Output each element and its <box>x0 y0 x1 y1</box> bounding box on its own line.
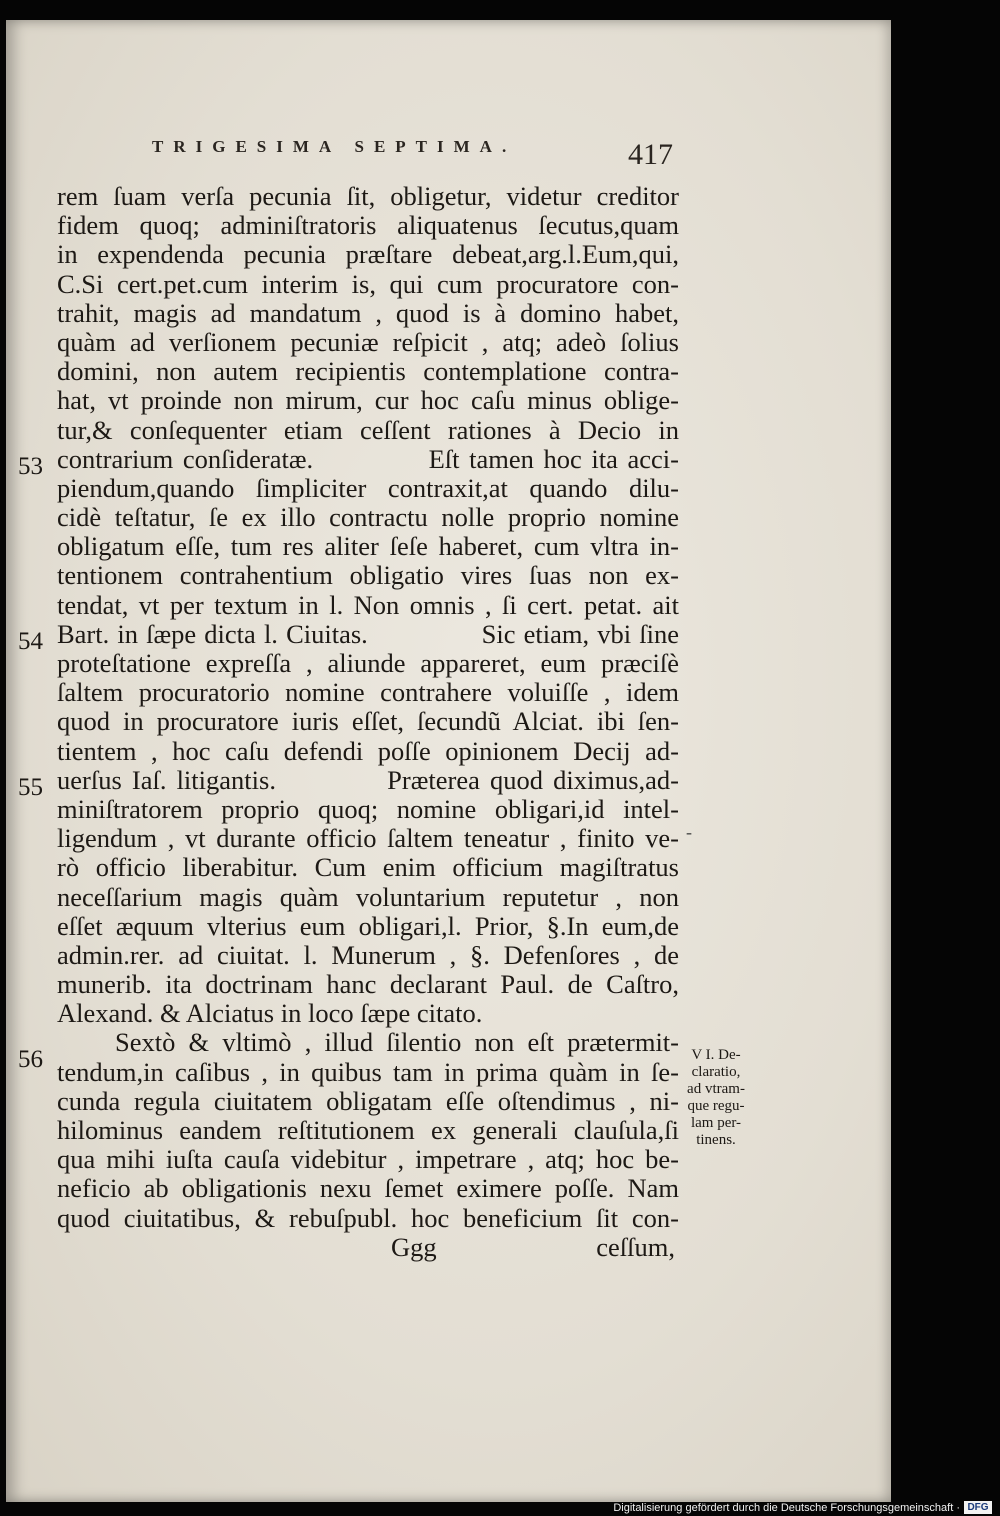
credit-text: Digitalisierung gefördert durch die Deutsche Forschungsgemeinschaft · <box>613 1502 960 1514</box>
text-line: piendum,quando ſimpliciter contraxit,at quando dilu- <box>57 472 679 503</box>
side-note-line: ad vtram- <box>687 1081 745 1097</box>
text-line: trahit, magis ad mandatum , quod is à domino habet, <box>57 297 679 328</box>
footer-bar <box>0 1500 1000 1516</box>
text-line: neficio ab obligationis nexu ſemet eximere poſſe. Nam <box>57 1173 679 1204</box>
text-line: ligendum , vt durante officio ſaltem teneatur , finito ve- <box>57 823 679 854</box>
text-line: cidè teſtatur, ſe ex illo contractu nolle proprio nomine <box>57 502 679 533</box>
text-line: contrarium conſideratæ. Eſt tamen hoc ita acci- <box>57 443 679 474</box>
text-line: Sextò & vltimò , illud ſilentio non eſt prætermit- <box>115 1027 679 1058</box>
text-line: Alexand. & Alciatus in loco ſæpe citato. <box>57 998 483 1029</box>
text-line: obligatum eſſe, tum res aliter ſeſe haberet, cum vltra in- <box>57 531 679 562</box>
text-line: admin.rer. ad ciuitat. l. Munerum , §. Defenſores , de <box>57 939 679 970</box>
page-number: 417 <box>628 138 673 171</box>
text-line: eſſet æquum vlterius eum obligari,l. Prior, §.In eum,de <box>57 910 679 941</box>
text-line: proteſtatione expreſſa , aliunde appareret, eum præciſè <box>57 648 679 678</box>
text-line: uerſus Iaſ. litigantis. Præterea quod diximus,ad- <box>57 764 679 795</box>
text-line: qua mihi iuſta cauſa videbitur , impetrare , atq; hoc be- <box>57 1144 679 1175</box>
text-line: tur,& conſequenter etiam ceſſent rationes à Decio in <box>57 414 679 445</box>
margin-number-53: 53 <box>18 453 43 480</box>
text-line: tientem , hoc caſu defendi poſſe opinionem Decij ad- <box>57 735 679 766</box>
running-head: TRIGESIMA SEPTIMA. <box>152 137 517 156</box>
text-line: fidem quoq; adminiſtratoris aliquatenus ſecutus,quam <box>57 210 679 241</box>
side-note <box>670 1047 762 1149</box>
dfg-logo: DFG <box>964 1501 992 1514</box>
text-line: rò officio liberabitur. Cum enim officium magiſtratus <box>57 852 679 883</box>
text-line: tendum,in caſibus , in quibus tam in prima quàm in ſe- <box>57 1056 679 1087</box>
text-line: quod ciuitatibus, & rebuſpubl. hoc beneficium ſit con- <box>57 1202 679 1233</box>
text-line: rem ſuam verſa pecunia ſit, obligetur, videtur creditor <box>57 181 679 211</box>
text-line: hilominus eandem reſtitutionem ex generali clauſula,ſi <box>57 1115 679 1145</box>
catchword: ceſſum, <box>596 1231 675 1262</box>
side-note-line: claratio, <box>691 1064 741 1080</box>
signature-mark: Ggg <box>391 1231 437 1262</box>
text-line: neceſſarium magis quàm voluntarium reputetur , non <box>57 881 679 912</box>
side-note-line: tinens. <box>696 1132 736 1148</box>
text-line: ſaltem procuratorio nomine contrahere voluiſſe , idem <box>57 677 679 708</box>
margin-number-54: 54 <box>18 628 43 655</box>
margin-dash: - <box>686 822 692 842</box>
text-line: hat, vt proinde non mirum, cur hoc caſu minus oblige- <box>57 385 679 416</box>
text-line: in expendenda pecunia præſtare debeat,arg.l.Eum,qui, <box>57 239 679 270</box>
body-text <box>57 182 679 1262</box>
text-line: C.Si cert.pet.cum interim is, qui cum procuratore con- <box>57 268 679 299</box>
side-note-line: que regu- <box>687 1098 745 1114</box>
text-line: tendat, vt per textum in l. Non omnis , ſi cert. petat. ait <box>57 589 679 620</box>
text-line: munerib. ita doctrinam hanc declarant Paul. de Caſtro, <box>57 969 679 1000</box>
margin-number-56: 56 <box>18 1046 43 1073</box>
text-line: quàm ad verſionem pecuniæ reſpicit , atq; adeò ſolius <box>57 326 679 357</box>
side-note-line: lam per- <box>690 1115 742 1131</box>
text-line: domini, non autem recipientis contemplatione contra- <box>57 356 679 387</box>
text-line: Bart. in ſæpe dicta l. Ciuitas. Sic etiam, vbi ſine <box>57 618 679 649</box>
side-note-line: V I. De- <box>691 1047 741 1063</box>
margin-number-55: 55 <box>18 774 43 801</box>
text-line: quod in procuratore iuris eſſet, ſecundũ Alciat. ibi ſen- <box>57 706 679 737</box>
text-line: miniſtratorem proprio quoq; nomine obligari,id intel- <box>57 793 679 824</box>
text-line: cunda regula ciuitatem obligatam eſſe oſtendimus , ni- <box>57 1085 679 1116</box>
text-line: tentionem contrahentium obligatio vires ſuas non ex- <box>57 560 679 591</box>
signature-line <box>57 1233 679 1262</box>
